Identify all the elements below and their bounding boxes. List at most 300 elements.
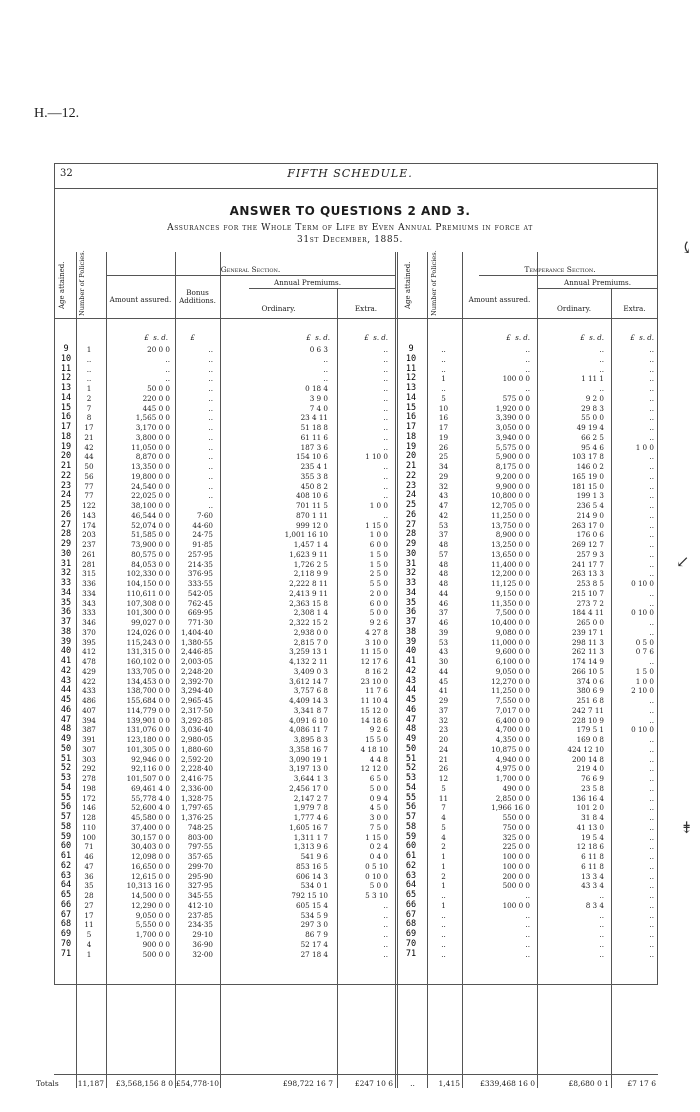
temp-amount-cell: .. bbox=[525, 364, 530, 374]
table-row bbox=[54, 774, 658, 784]
temp-policies-cell: 19 bbox=[438, 432, 449, 442]
temp-extra-cell: .. bbox=[649, 598, 654, 608]
temp-amount-cell: 4,975 0 0 bbox=[495, 764, 530, 774]
temp-ordinary-cell: 184 4 11 bbox=[571, 608, 604, 618]
temp-ordinary-cell: 215 10 7 bbox=[571, 588, 604, 598]
policies-cell: 1 bbox=[86, 384, 92, 393]
temp-age-cell: 21 bbox=[405, 461, 417, 471]
temp-ordinary-cell: 228 10 9 bbox=[571, 715, 604, 725]
page-number: 32 bbox=[60, 168, 73, 179]
amount-cell: 220 0 0 bbox=[142, 393, 170, 403]
bonus-cell: 2,980·05 bbox=[180, 735, 213, 744]
policies-cell: 395 bbox=[82, 637, 96, 647]
temp-policies-cell: .. bbox=[441, 354, 446, 364]
extra-cell: 9 2 6 bbox=[369, 618, 388, 627]
amount-cell: 55,778 4 0 bbox=[131, 793, 170, 803]
amount-cell: 114,779 0 0 bbox=[126, 705, 170, 715]
total-cell: £3,568,156 8 0 bbox=[115, 1079, 173, 1088]
amount-cell: 133,705 0 0 bbox=[126, 666, 170, 676]
temp-policies-cell: 37 bbox=[438, 705, 449, 715]
amount-cell: 12,615 0 0 bbox=[131, 871, 170, 881]
extra-cell: 11 10 4 bbox=[360, 696, 388, 705]
age-cell: 69 bbox=[60, 929, 72, 939]
age-cell: 45 bbox=[60, 695, 72, 705]
temp-ordinary-cell: 262 11 3 bbox=[571, 647, 604, 657]
ordinary-cell: 235 4 1 bbox=[300, 462, 328, 471]
temp-ordinary-cell: 380 6 9 bbox=[576, 686, 604, 696]
extra-cell: 8 16 2 bbox=[365, 666, 388, 676]
extra-cell: .. bbox=[383, 384, 388, 393]
temp-extra-cell: .. bbox=[649, 705, 654, 715]
table-row bbox=[54, 599, 658, 609]
ordinary-cell: 27 18 4 bbox=[300, 949, 328, 959]
policies-cell: 303 bbox=[82, 754, 96, 764]
table-row bbox=[54, 911, 658, 921]
temp-age-cell: 34 bbox=[405, 587, 417, 598]
temp-ordinary-cell: 200 14 8 bbox=[571, 754, 604, 764]
temp-ordinary-cell: 1 11 1 bbox=[581, 374, 604, 384]
header-divider bbox=[54, 188, 658, 189]
temp-extra-cell: .. bbox=[649, 920, 654, 930]
bonus-cell: 295·90 bbox=[187, 871, 213, 881]
ordinary-cell: 61 11 6 bbox=[300, 432, 328, 442]
amount-header: Amount assured. bbox=[109, 295, 172, 304]
ordinary-cell: 4,409 14 3 bbox=[289, 696, 328, 705]
temp-extra-cell: .. bbox=[649, 783, 654, 793]
temp-amount-cell: 10,800 0 0 bbox=[491, 491, 530, 501]
amount-cell: 45,580 0 0 bbox=[131, 813, 170, 822]
bonus-cell: 376·95 bbox=[187, 569, 213, 579]
policies-cell: 42 bbox=[84, 442, 94, 452]
extra-cell: 0 10 0 bbox=[365, 871, 388, 881]
policies-cell: 100 bbox=[82, 832, 96, 842]
age-cell: 41 bbox=[60, 656, 72, 666]
temp-policies-cell: 53 bbox=[438, 520, 449, 530]
temp-amount-cell: 200 0 0 bbox=[502, 871, 530, 881]
temp-ordinary-cell: 43 3 4 bbox=[581, 881, 604, 891]
temp-age-cell: 56 bbox=[405, 802, 417, 813]
age-cell: 9 bbox=[63, 344, 69, 354]
temp-extra-cell: 1 0 0 bbox=[635, 442, 654, 452]
amount-cell: 37,400 0 0 bbox=[131, 822, 170, 832]
unit-bonus: £ bbox=[190, 334, 195, 342]
temp-extra-cell: .. bbox=[649, 403, 654, 413]
temp-ordinary-cell: 242 7 11 bbox=[571, 705, 604, 715]
temp-policies-cell: 5 bbox=[441, 393, 446, 403]
ordinary-cell: 534 5 9 bbox=[300, 910, 328, 920]
extra-cell: 0 5 10 bbox=[365, 861, 388, 871]
amount-cell: 101,300 0 0 bbox=[126, 608, 170, 618]
bonus-cell: 299·70 bbox=[187, 861, 213, 871]
subtitle bbox=[70, 222, 630, 246]
extra-cell: .. bbox=[383, 393, 388, 403]
temp-policies-cell: 44 bbox=[438, 588, 449, 598]
table-row bbox=[54, 452, 658, 462]
age-cell: 25 bbox=[60, 500, 72, 510]
temp-extra-cell: .. bbox=[649, 900, 654, 910]
age-cell: 70 bbox=[60, 938, 72, 949]
age-cell: 65 bbox=[60, 890, 72, 900]
bonus-cell: 2,592·20 bbox=[180, 754, 213, 764]
ordinary-cell: 23 4 11 bbox=[300, 413, 328, 423]
extra-cell: .. bbox=[383, 364, 388, 374]
temp-amount-cell: 11,250 0 0 bbox=[491, 686, 530, 696]
extra-cell: 6 5 0 bbox=[369, 774, 388, 783]
amount-cell: 131,076 0 0 bbox=[126, 725, 170, 735]
ordinary-cell: 1,777 4 6 bbox=[293, 813, 328, 822]
extra-cell: 1 10 0 bbox=[365, 452, 388, 462]
age-cell: 18 bbox=[60, 431, 72, 442]
policies-cell: 478 bbox=[82, 657, 96, 666]
temp-ordinary-cell: 136 16 4 bbox=[571, 793, 604, 803]
amount-cell: 9,050 0 0 bbox=[135, 910, 170, 920]
amount-cell: 101,507 0 0 bbox=[126, 774, 170, 783]
age-cell: 24 bbox=[60, 490, 72, 501]
temp-ordinary-cell: 236 5 4 bbox=[576, 501, 604, 510]
bonus-cell: 1,376·25 bbox=[180, 813, 213, 822]
table-row bbox=[54, 579, 658, 589]
temp-age-cell: 45 bbox=[405, 695, 417, 705]
temp-age-cell: 69 bbox=[405, 929, 417, 939]
temp-ordinary-cell: 214 9 0 bbox=[576, 510, 604, 520]
temp-policies-cell: 1 bbox=[441, 852, 446, 861]
temp-amount-cell: 12,705 0 0 bbox=[491, 501, 530, 510]
amount-cell: 1,565 0 0 bbox=[135, 413, 170, 423]
table-row bbox=[54, 345, 658, 355]
temp-age-cell: 30 bbox=[405, 548, 417, 559]
temp-amount-cell: 7,017 0 0 bbox=[495, 705, 530, 715]
bonus-cell: 771·30 bbox=[187, 618, 213, 627]
table-row bbox=[54, 443, 658, 453]
table-row bbox=[54, 638, 658, 648]
temp-extra-cell: .. bbox=[649, 939, 654, 949]
unit-temp-ordinary: £ s. d. bbox=[580, 334, 604, 342]
temp-ordinary-cell: 241 17 7 bbox=[571, 559, 604, 569]
temp-age-cell: 10 bbox=[405, 353, 417, 364]
ordinary-cell: 3,612 14 7 bbox=[289, 676, 328, 686]
age-cell: 50 bbox=[60, 743, 72, 754]
temp-age-cell: 63 bbox=[405, 870, 417, 881]
temp-policies-cell: 25 bbox=[438, 452, 449, 462]
ordinary-cell: 1,726 2 5 bbox=[293, 559, 328, 569]
age-cell: 19 bbox=[60, 441, 72, 452]
ordinary-cell: 2,308 1 4 bbox=[293, 608, 328, 618]
ordinary-cell: 2,815 7 0 bbox=[293, 637, 328, 647]
policies-cell: 28 bbox=[84, 891, 94, 900]
table-row bbox=[54, 560, 658, 570]
temp-amount-cell: 9,900 0 0 bbox=[495, 481, 530, 491]
bonus-cell: 44·60 bbox=[192, 520, 213, 530]
total-cell: 11,187 bbox=[77, 1079, 104, 1088]
policies-cell: 8 bbox=[86, 413, 92, 423]
policies-cell: 47 bbox=[84, 861, 94, 871]
amount-cell: 1,700 0 0 bbox=[135, 930, 170, 939]
table-row bbox=[54, 647, 658, 657]
temp-amount-cell: 8,175 0 0 bbox=[495, 462, 530, 471]
extra-cell: 6 0 0 bbox=[369, 598, 388, 608]
temp-ordinary-cell: 174 14 9 bbox=[571, 657, 604, 666]
bonus-cell: 29·10 bbox=[192, 930, 213, 939]
temp-policies-cell: 48 bbox=[438, 569, 449, 579]
temp-age-cell: 25 bbox=[405, 500, 417, 510]
temp-amount-cell: 12,270 0 0 bbox=[491, 676, 530, 686]
bonus-header-text: Bonus Additions. bbox=[179, 288, 216, 305]
policies-cell: 292 bbox=[82, 764, 96, 774]
extra-cell: .. bbox=[383, 345, 388, 354]
row-rule bbox=[106, 275, 395, 276]
temp-ordinary-cell: 179 5 1 bbox=[576, 725, 604, 735]
policies-cell: 346 bbox=[82, 618, 96, 627]
temp-age-cell: 24 bbox=[405, 490, 417, 501]
temp-age-cell: 12 bbox=[405, 373, 417, 384]
bonus-cell: 36·90 bbox=[192, 939, 213, 949]
bonus-cell: 7·60 bbox=[196, 510, 213, 520]
ordinary-cell: 2,322 15 2 bbox=[289, 618, 328, 627]
temp-extra-cell: .. bbox=[649, 540, 654, 549]
temp-amount-cell: 9,600 0 0 bbox=[495, 647, 530, 657]
row-rule bbox=[249, 288, 395, 289]
temp-amount-cell: 5,575 0 0 bbox=[495, 442, 530, 452]
subtitle-line-1: Assurances for the Whole Term of Life by Even Annual Premiums in force at bbox=[167, 223, 533, 233]
bonus-cell: 2,317·50 bbox=[180, 705, 213, 715]
temp-policies-cell: 39 bbox=[438, 627, 449, 637]
temp-ordinary-cell: 266 10 5 bbox=[571, 666, 604, 676]
ordinary-cell: 1,623 9 11 bbox=[289, 549, 328, 559]
age-cell: 11 bbox=[60, 363, 72, 374]
ordinary-cell: 2,147 2 7 bbox=[293, 793, 328, 803]
temp-extra-cell: .. bbox=[649, 715, 654, 725]
amount-cell: 12,098 0 0 bbox=[131, 852, 170, 861]
temp-age-cell: 37 bbox=[405, 617, 417, 627]
temp-extra-cell: .. bbox=[649, 793, 654, 803]
table-row bbox=[54, 355, 658, 365]
extra-cell: 3 0 0 bbox=[369, 813, 388, 822]
extra-cell: .. bbox=[383, 462, 388, 471]
bonus-cell: .. bbox=[208, 501, 213, 510]
ordinary-cell: 4,086 11 7 bbox=[289, 725, 328, 735]
bonus-cell: 2,228·40 bbox=[180, 764, 213, 774]
policies-cell: 394 bbox=[82, 715, 96, 725]
row-rule bbox=[479, 275, 658, 276]
temp-extra-cell: .. bbox=[649, 832, 654, 842]
temp-age-cell: 11 bbox=[405, 363, 417, 374]
temp-amount-cell: 8,900 0 0 bbox=[495, 530, 530, 540]
temp-ordinary-cell: 9 2 0 bbox=[585, 393, 604, 403]
totals-row bbox=[36, 1076, 658, 1091]
temp-extra-cell: .. bbox=[649, 569, 654, 579]
table-row bbox=[54, 423, 658, 433]
temp-age-cell: 38 bbox=[405, 626, 417, 637]
age-cell: 43 bbox=[60, 675, 72, 686]
extra-cell: 15 5 0 bbox=[365, 735, 388, 744]
temp-amount-cell: 11,400 0 0 bbox=[491, 559, 530, 569]
amount-cell: 102,330 0 0 bbox=[126, 569, 170, 579]
table-row bbox=[54, 833, 658, 843]
bonus-cell: .. bbox=[208, 442, 213, 452]
temp-age-cell: 39 bbox=[405, 636, 417, 647]
amount-cell: 500 0 0 bbox=[142, 949, 170, 959]
extra-cell: 12 12 0 bbox=[360, 764, 388, 774]
policies-cell: 407 bbox=[82, 705, 96, 715]
bonus-cell: 2,965·45 bbox=[180, 696, 213, 705]
temp-amount-cell: 4,940 0 0 bbox=[495, 754, 530, 764]
bonus-cell: 2,248·20 bbox=[180, 666, 213, 676]
policies-cell: 343 bbox=[82, 598, 96, 608]
amount-cell: 14,500 0 0 bbox=[131, 891, 170, 900]
extra-cell: .. bbox=[383, 920, 388, 930]
policies-cell: 146 bbox=[82, 803, 96, 813]
temp-ordinary-cell: 101 2 0 bbox=[576, 803, 604, 813]
temp-ordinary-cell: 95 4 6 bbox=[581, 442, 604, 452]
policies-cell: 370 bbox=[82, 627, 96, 637]
table-row bbox=[54, 852, 658, 862]
extra-cell: .. bbox=[383, 949, 388, 959]
table-row bbox=[54, 696, 658, 706]
temp-policies-cell: 4 bbox=[441, 832, 446, 842]
policies-cell: 174 bbox=[82, 520, 96, 530]
amount-cell: 124,026 0 0 bbox=[126, 627, 170, 637]
bonus-cell: 748·25 bbox=[187, 822, 213, 832]
table-row bbox=[54, 803, 658, 813]
temp-policies-cell: 24 bbox=[438, 744, 449, 754]
temp-ordinary-cell: .. bbox=[599, 910, 604, 920]
temp-amount-cell: 11,350 0 0 bbox=[491, 598, 530, 608]
extra-cell: .. bbox=[383, 939, 388, 949]
bonus-cell: .. bbox=[208, 481, 213, 491]
temp-ordinary-cell: 76 6 9 bbox=[581, 774, 604, 783]
table-body bbox=[54, 345, 658, 959]
bonus-cell: 257·95 bbox=[187, 549, 213, 559]
temp-ordinary-cell: 265 0 0 bbox=[576, 618, 604, 627]
age-cell: 42 bbox=[60, 665, 72, 676]
temp-ordinary-cell: 146 0 2 bbox=[576, 462, 604, 471]
extra-header: Extra. bbox=[354, 304, 378, 313]
temp-age-cell: 16 bbox=[405, 412, 417, 423]
table-row bbox=[54, 891, 658, 901]
age-cell: 60 bbox=[60, 841, 72, 852]
policies-cell: 56 bbox=[84, 471, 94, 481]
bonus-cell: 669·95 bbox=[187, 608, 213, 618]
temp-amount-cell: 11,125 0 0 bbox=[491, 579, 530, 588]
temp-amount-cell: 13,750 0 0 bbox=[491, 520, 530, 530]
temp-policies-cell: 57 bbox=[438, 549, 449, 559]
policies-cell: 122 bbox=[82, 501, 96, 510]
age-cell: 12 bbox=[60, 373, 72, 384]
age-cell: 56 bbox=[60, 802, 72, 813]
amount-cell: 3,800 0 0 bbox=[135, 432, 170, 442]
temp-policies-cell: 12 bbox=[438, 774, 449, 783]
table-row bbox=[54, 608, 658, 618]
amount-cell: 52,074 0 0 bbox=[131, 520, 170, 530]
table-row bbox=[54, 677, 658, 687]
temp-policies-cell: 48 bbox=[438, 540, 449, 549]
table-row bbox=[54, 872, 658, 882]
temp-policies-cell: 34 bbox=[438, 462, 449, 471]
temp-age-cell: 32 bbox=[405, 568, 417, 579]
bonus-cell: 234·35 bbox=[187, 920, 213, 930]
temp-extra-cell: .. bbox=[649, 618, 654, 627]
temp-amount-cell: 12,200 0 0 bbox=[491, 569, 530, 579]
table-row bbox=[54, 491, 658, 501]
extra-cell: 11 15 0 bbox=[360, 647, 388, 657]
amount-cell: 69,461 4 0 bbox=[131, 783, 170, 793]
temp-amount-cell: 9,080 0 0 bbox=[495, 627, 530, 637]
extra-cell: 2 5 0 bbox=[369, 569, 388, 579]
extra-cell: 4 4 8 bbox=[369, 754, 388, 764]
temp-amount-cell: 2,850 0 0 bbox=[495, 793, 530, 803]
temp-amount-cell: .. bbox=[525, 920, 530, 930]
policies-cell: 71 bbox=[84, 842, 94, 852]
temp-extra-cell: .. bbox=[649, 813, 654, 822]
bonus-cell: 357·65 bbox=[187, 852, 213, 861]
temp-policies-cell: .. bbox=[441, 345, 446, 354]
temp-annual-premiums-header: Annual Premiums. bbox=[563, 278, 631, 287]
extra-cell: 23 10 0 bbox=[360, 676, 388, 686]
amount-cell: 80,575 0 0 bbox=[131, 549, 170, 559]
temp-policies-cell: .. bbox=[441, 364, 446, 374]
extra-cell: 0 9 4 bbox=[369, 793, 388, 803]
temp-amount-cell: 13,650 0 0 bbox=[491, 549, 530, 559]
table-row bbox=[54, 618, 658, 628]
temp-age-cell: 18 bbox=[405, 431, 417, 442]
age-cell: 16 bbox=[60, 412, 72, 423]
age-cell: 26 bbox=[60, 509, 72, 520]
policies-cell: 391 bbox=[82, 735, 96, 744]
temp-age-cell: 28 bbox=[405, 529, 417, 540]
total-cell: 1,415 bbox=[438, 1079, 460, 1088]
amount-cell: .. bbox=[165, 374, 170, 384]
temp-age-cell: 67 bbox=[405, 909, 417, 920]
temp-extra-cell: .. bbox=[649, 393, 654, 403]
temp-amount-cell: .. bbox=[525, 930, 530, 939]
temp-ordinary-cell: .. bbox=[599, 364, 604, 374]
temp-age-cell: 57 bbox=[405, 812, 417, 822]
total-cell: £339,468 16 0 bbox=[480, 1079, 535, 1088]
amount-cell: 139,901 0 0 bbox=[126, 715, 170, 725]
bonus-cell: 797·55 bbox=[187, 842, 213, 852]
table-row bbox=[54, 530, 658, 540]
ordinary-cell: 0 18 4 bbox=[305, 384, 328, 393]
extra-cell: 6 0 0 bbox=[369, 540, 388, 549]
amount-cell: 51,585 0 0 bbox=[131, 530, 170, 540]
amount-cell: 134,453 0 0 bbox=[126, 676, 170, 686]
ordinary-cell: 408 10 6 bbox=[295, 491, 328, 501]
table-row bbox=[54, 950, 658, 960]
margin-mark-bottom: ⇟ bbox=[680, 818, 694, 837]
temp-policies-cell: .. bbox=[441, 891, 446, 900]
policies-cell: 17 bbox=[84, 910, 94, 920]
temp-amount-cell: 7,550 0 0 bbox=[495, 696, 530, 705]
amount-cell: 20 0 0 bbox=[147, 345, 170, 354]
temp-age-cell: 66 bbox=[405, 899, 417, 910]
temp-amount-cell: 100 0 0 bbox=[502, 861, 530, 871]
amount-cell: 99,027 0 0 bbox=[131, 618, 170, 627]
temp-policies-cell: 16 bbox=[438, 413, 449, 423]
temp-extra-cell: .. bbox=[649, 354, 654, 364]
table-row bbox=[54, 930, 658, 940]
temp-age-cell: 41 bbox=[405, 656, 417, 666]
extra-cell: .. bbox=[383, 900, 388, 910]
age-cell: 14 bbox=[60, 392, 72, 403]
age-cell: 33 bbox=[60, 578, 72, 588]
extra-cell: .. bbox=[383, 930, 388, 939]
temp-age-cell: 17 bbox=[405, 422, 417, 432]
extra-cell: 1 5 0 bbox=[369, 559, 388, 569]
age-cell: 61 bbox=[60, 851, 72, 861]
amount-cell: 22,025 0 0 bbox=[131, 491, 170, 501]
temp-amount-cell: 9,050 0 0 bbox=[495, 666, 530, 676]
temp-amount-cell: .. bbox=[525, 939, 530, 949]
